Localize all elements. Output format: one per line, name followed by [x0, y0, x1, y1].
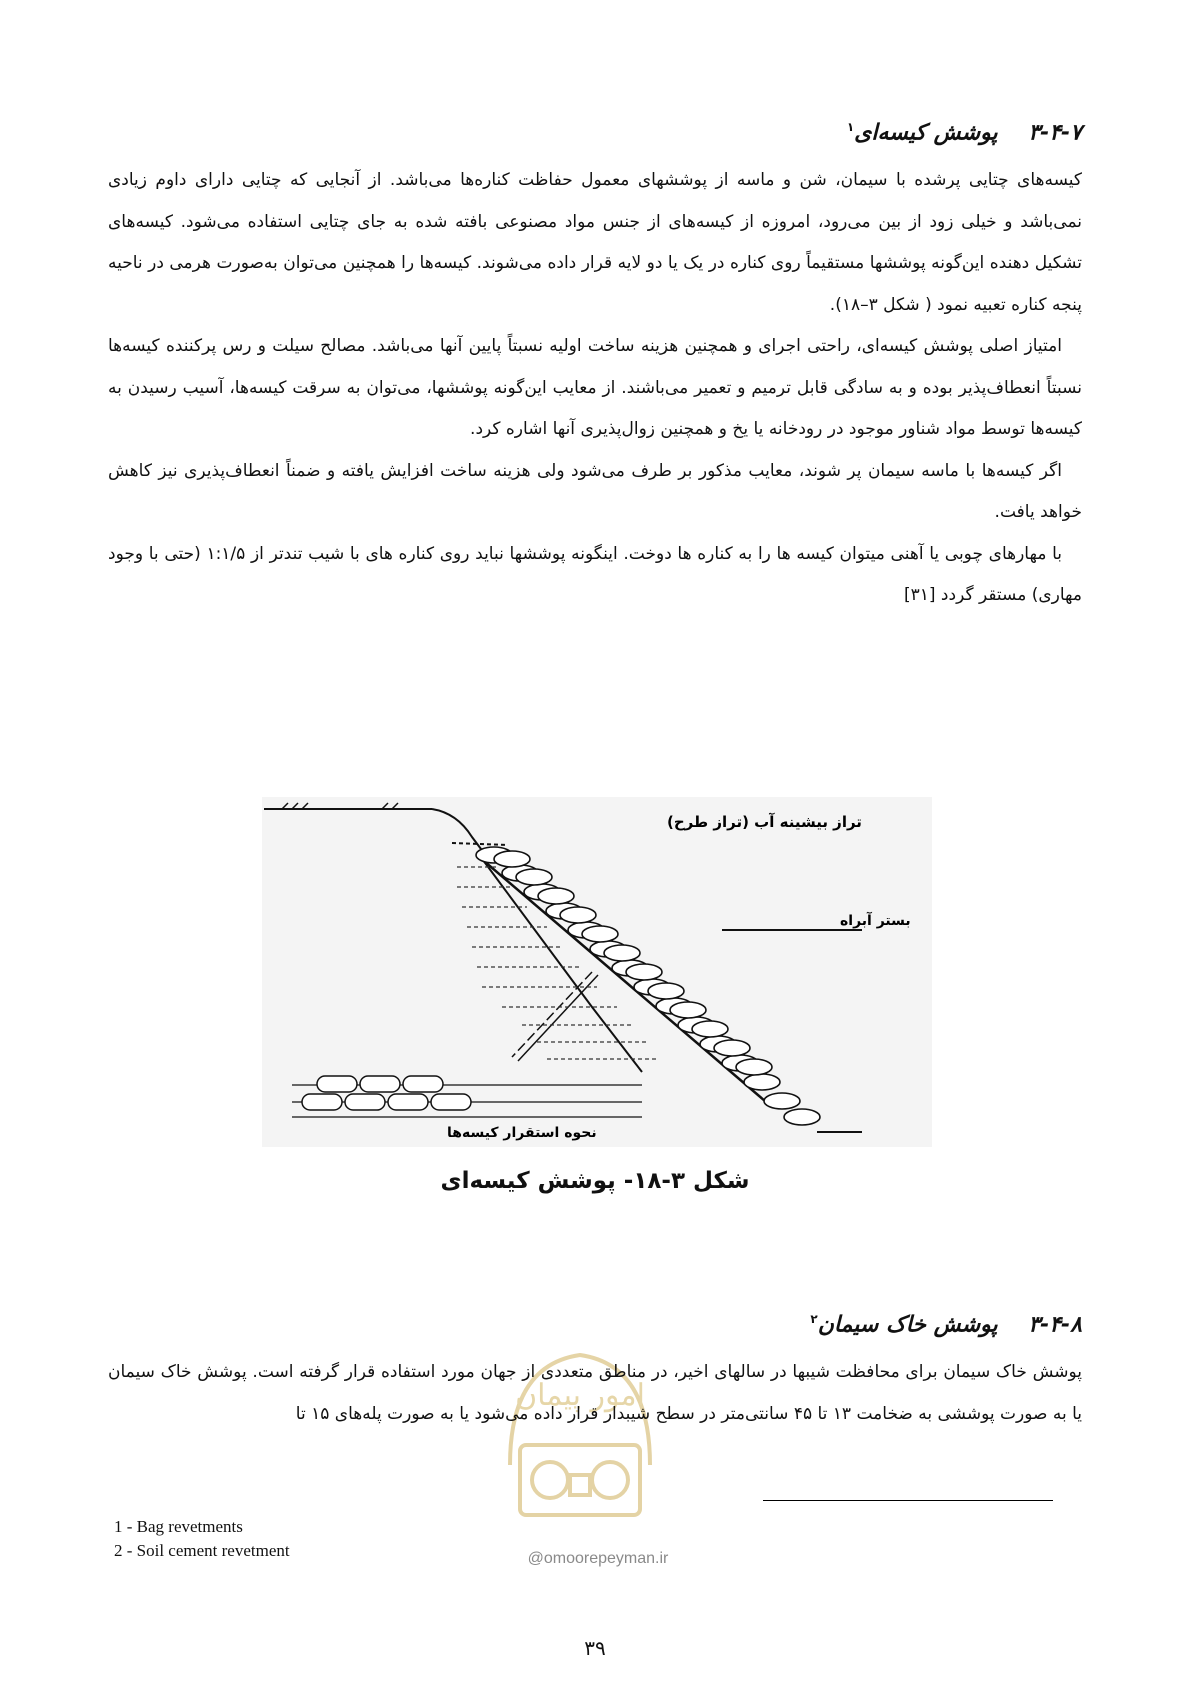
page-number: ۳۹: [584, 1636, 606, 1660]
footnote-ref: ۲: [810, 1312, 818, 1326]
anchor-line: [512, 972, 592, 1057]
watermark-site: @omoorepeyman.ir: [527, 1550, 669, 1567]
at-icon: @: [527, 1550, 544, 1567]
figure-caption: شکل ۳-۱۸- پوشش کیسه‌ای: [440, 1168, 750, 1194]
watermark-text: امور پیمان: [515, 1378, 645, 1413]
paragraph: با مهارهای چوبی یا آهنی میتوان کیسه ها را به کناره ها دوخت. اینگونه پوششها نباید روی کناره های با شیب تندتر از ۱:۱/۵ (حتی با وجود مهاری) مستقر گردد [۳۱]: [108, 543, 1082, 605]
slope-bags: [476, 847, 820, 1125]
footnotes: [114, 1515, 290, 1563]
section-title: پوشش خاک سیمان: [817, 1312, 998, 1338]
paragraph: اگر کیسه‌ها با ماسه سیمان پر شوند، معایب مذکور بر طرف می‌شود ولی هزینه ساخت افزایش یافته و ضمناً انعطاف‌پذیری نیز کاهش خواهد یافت.: [108, 460, 1082, 522]
footnote: 2 - Soil cement revetment: [114, 1541, 290, 1560]
section-title: پوشش کیسه‌ای: [854, 120, 998, 146]
section-body: [108, 1352, 1082, 1435]
paragraph: امتیاز اصلی پوشش کیسه‌ای، راحتی اجرای و همچنین هزینه ساخت اولیه نسبتاً پایین آنها می‌باشد. مصالح سیلت و رس پرکننده کیسه‌ها نسبتاً انعطاف‌پذیر بوده و به سادگی قابل ترمیم و تعمیر می‌باشند. از معایب این‌گونه پوششها، می‌توان به سرقت کیسه‌ها، آسیب رسیدن به کیسه‌ها توسط مواد شناور موجود در رودخانه یا یخ و همچنین زوال‌پذیری آنها اشاره کرد.: [108, 336, 1082, 439]
footnote: 1 - Bag revetments: [114, 1517, 243, 1536]
placement-bags: [302, 1076, 471, 1110]
label-placement: نحوه استقرار کیسه‌ها: [447, 1125, 597, 1141]
label-water-level: تراز بیشینه آب (تراز طرح): [667, 813, 862, 831]
paragraph: کیسه‌های چتایی پرشده با سیمان، شن و ماسه از پوششهای معمول حفاظت کناره‌ها می‌باشد. از آنجایی که چتایی دارای داوم زیادی نمی‌باشد و خیلی زود از بین می‌رود، امروزه از کیسه‌های از جنس مواد مصنوعی بافته شده به جای چتایی استفاده می‌شود. کیسه‌های تشکیل دهنده این‌گونه پوششها مستقیماً روی کناره در یک یا دو لایه قرار داده می‌شوند. کیسه‌ها را همچنین می‌توان به‌صورت هرمی در ناحیه پنجه کناره تعبیه نمود ( شکل ۳–۱۸).: [108, 170, 1082, 315]
section-number: ۳-۴-۸: [1028, 1312, 1082, 1338]
section-number: ۳-۴-۷: [1028, 120, 1082, 146]
footnote-ref: ۱: [846, 120, 855, 134]
bag-revetment-figure: [262, 797, 932, 1147]
anchor-line-2: [518, 975, 598, 1061]
paragraph: پوشش خاک سیمان برای محافظت شیبها در سالهای اخیر، در مناطق متعددی از جهان مورد استفاده قرار گرفته است. پوشش خاک سیمان یا به صورت پوششی به ضخامت ۱۳ تا ۴۵ سانتی‌متر در سطح شیبدار قرار داده می‌شود یا به صورت پله‌های ۱۵ تا: [108, 1362, 1082, 1424]
water-level-line: [452, 843, 507, 845]
footnote-divider: [763, 1500, 1053, 1501]
section-heading-bag-revetment: [847, 120, 1082, 145]
revetment-diagram: [262, 797, 932, 1147]
section-body: [108, 160, 1082, 617]
label-bed: بستر آبراه: [840, 913, 911, 929]
section-heading-soil-cement: [810, 1312, 1082, 1337]
